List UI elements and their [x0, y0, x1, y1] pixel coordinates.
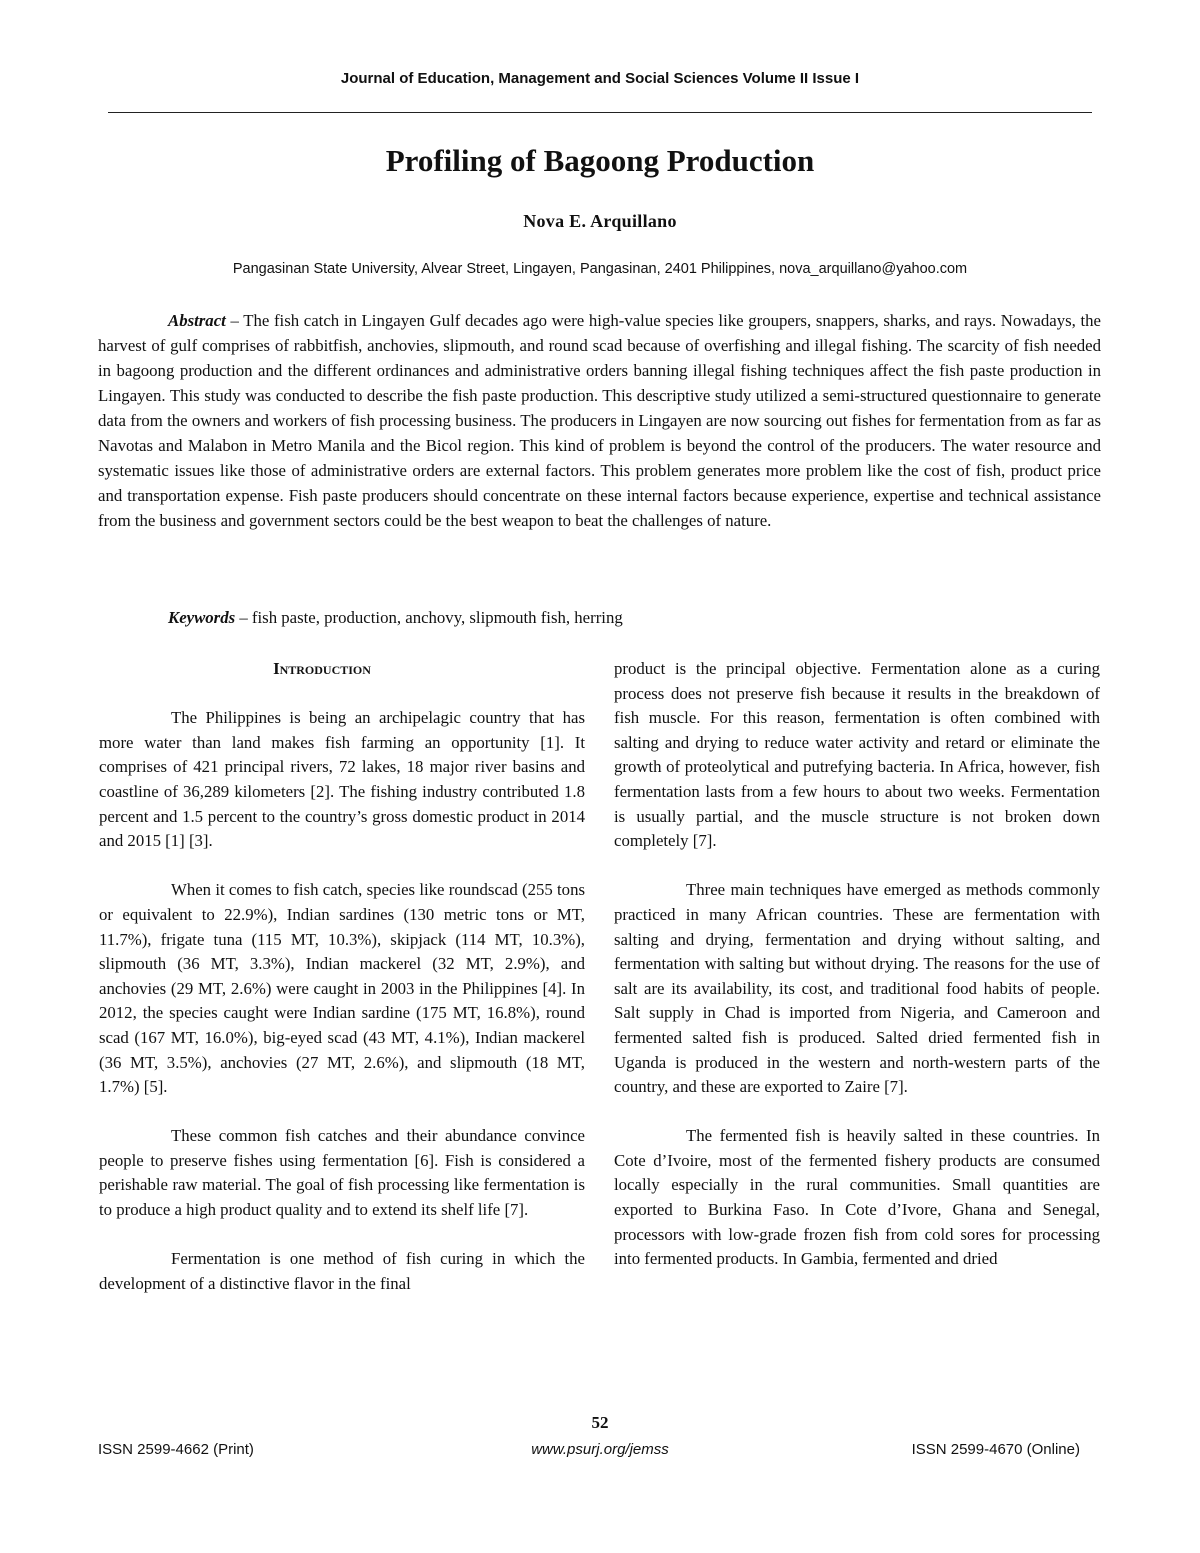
footer-website: www.psurj.org/jemss: [531, 1441, 669, 1458]
paragraph: The Philippines is being an archipelagic country that has more water than land makes fish farming an opportunity [1]. It comprises of 421 principal rivers, 72 lakes, 18 major river basins and coastline of 36,289 kilometers [2]. The fishing industry contributed 1.8 percent and 1.5 percent to the country’s gross domestic product in 2014 and 2015 [1] [3].: [99, 708, 585, 851]
section-heading-introduction: Introduction: [273, 659, 371, 678]
author-name: Nova E. Arquillano: [523, 211, 677, 231]
abstract-text: – The fish catch in Lingayen Gulf decades ago were high-value species like groupers, snappers, sharks, and rays. Nowadays, the harvest of gulf comprises of rabbitfish, anchovies, slipmouth, and round scad because of overfishing and illegal fishing. The scarcity of fish needed in bagoong production and the different ordinances and administrative orders banning illegal fishing techniques affect the fish paste production in Lingayen. This study was conducted to describe the fish paste production. This descriptive study utilized a semi-structured questionnaire to generate data from the owners and workers of fish processing business. The producers in Lingayen are now sourcing out fishes for fermentation from as far as Navotas and Malabon in Metro Manila and the Bicol region. This kind of problem is beyond the control of the producers. The water resource and systematic issues like those of administrative orders are external factors. This problem generates more problem like the cost of fish, product price and transportation expense. Fish paste producers should concentrate on these internal factors because experience, expertise and technical assistance from the business and government sectors could be the best weapon to beat the challenges of nature.: [98, 311, 1101, 530]
body-column-right: [614, 657, 1100, 1272]
abstract-label: Abstract: [168, 311, 226, 330]
page-number: 52: [591, 1413, 609, 1432]
keywords: [168, 605, 623, 630]
paragraph: These common fish catches and their abundance convince people to preserve fishes using fermentation [6]. Fish is considered a perishable raw material. The goal of fish processing like fermentation is to produce a high product quality and to extend its shelf life [7].: [99, 1126, 585, 1220]
journal-header: Journal of Education, Management and Social Sciences Volume II Issue I: [340, 70, 860, 87]
author-affiliation: Pangasinan State University, Alvear Street, Lingayen, Pangasinan, 2401 Philippines, nova_arquillano@yahoo.com: [232, 261, 968, 277]
paragraph: product is the principal objective. Fermentation alone as a curing process does not preserve fish because it results in the breakdown of fish muscle. For this reason, fermentation is often combined with salting and drying to reduce water activity and retard or eliminate the growth of proteolytical and putrefying bacteria. In Africa, however, fish fermentation lasts from a few hours to about two weeks. Fermentation is usually partial, and the muscle structure is not broken down completely [7].: [614, 659, 1100, 851]
keywords-text: – fish paste, production, anchovy, slipmouth fish, herring: [235, 608, 623, 627]
paper-title: Profiling of Bagoong Production: [385, 143, 815, 178]
body-column-left: [99, 657, 585, 1296]
paragraph: The fermented fish is heavily salted in these countries. In Cote d’Ivoire, most of the fermented fishery products are consumed locally especially in the rural communities. Small quantities are exported to Burkina Faso. In Cote d’Ivore, Ghana and Senegal, processors with low-grade frozen fish from cold sores for processing into fermented products. In Gambia, fermented and dried: [614, 1126, 1100, 1269]
footer-issn-print: ISSN 2599-4662 (Print): [98, 1441, 254, 1458]
footer-issn-online: ISSN 2599-4670 (Online): [911, 1441, 1080, 1458]
header-rule: [108, 112, 1092, 113]
paragraph: Fermentation is one method of fish curing in which the development of a distinctive flavor in the final: [99, 1249, 585, 1293]
keywords-label: Keywords: [168, 608, 236, 627]
abstract: [98, 308, 1101, 533]
paragraph: Three main techniques have emerged as methods commonly practiced in many African countries. These are fermentation with salting and drying, fermentation and drying without salting, and fermentation with salting but without drying. The reasons for the use of salt are its availability, its cost, and traditional food habits of people. Salt supply in Chad is imported from Nigeria, and Cameroon and fermented salted fish is produced. Salted dried fermented fish in Uganda is produced in the western and north-western parts of the country, and these are exported to Zaire [7].: [614, 880, 1100, 1097]
paragraph: When it comes to fish catch, species like roundscad (255 tons or equivalent to 22.9%), Indian sardines (130 metric tons or MT, 11.7%), frigate tuna (115 MT, 10.3%), skipjack (114 MT, 10.3%), slipmouth (36 MT, 3.3%), Indian mackerel (32 MT, 2.9%), and anchovies (29 MT, 2.6%) were caught in 2003 in the Philippines [4]. In 2012, the species caught were Indian sardine (175 MT, 16.8%), round scad (167 MT, 16.0%), big-eyed scad (43 MT, 4.1%), Indian mackerel (36 MT, 3.5%), anchovies (27 MT, 2.6%), and slipmouth (18 MT, 1.7%) [5].: [99, 880, 585, 1097]
